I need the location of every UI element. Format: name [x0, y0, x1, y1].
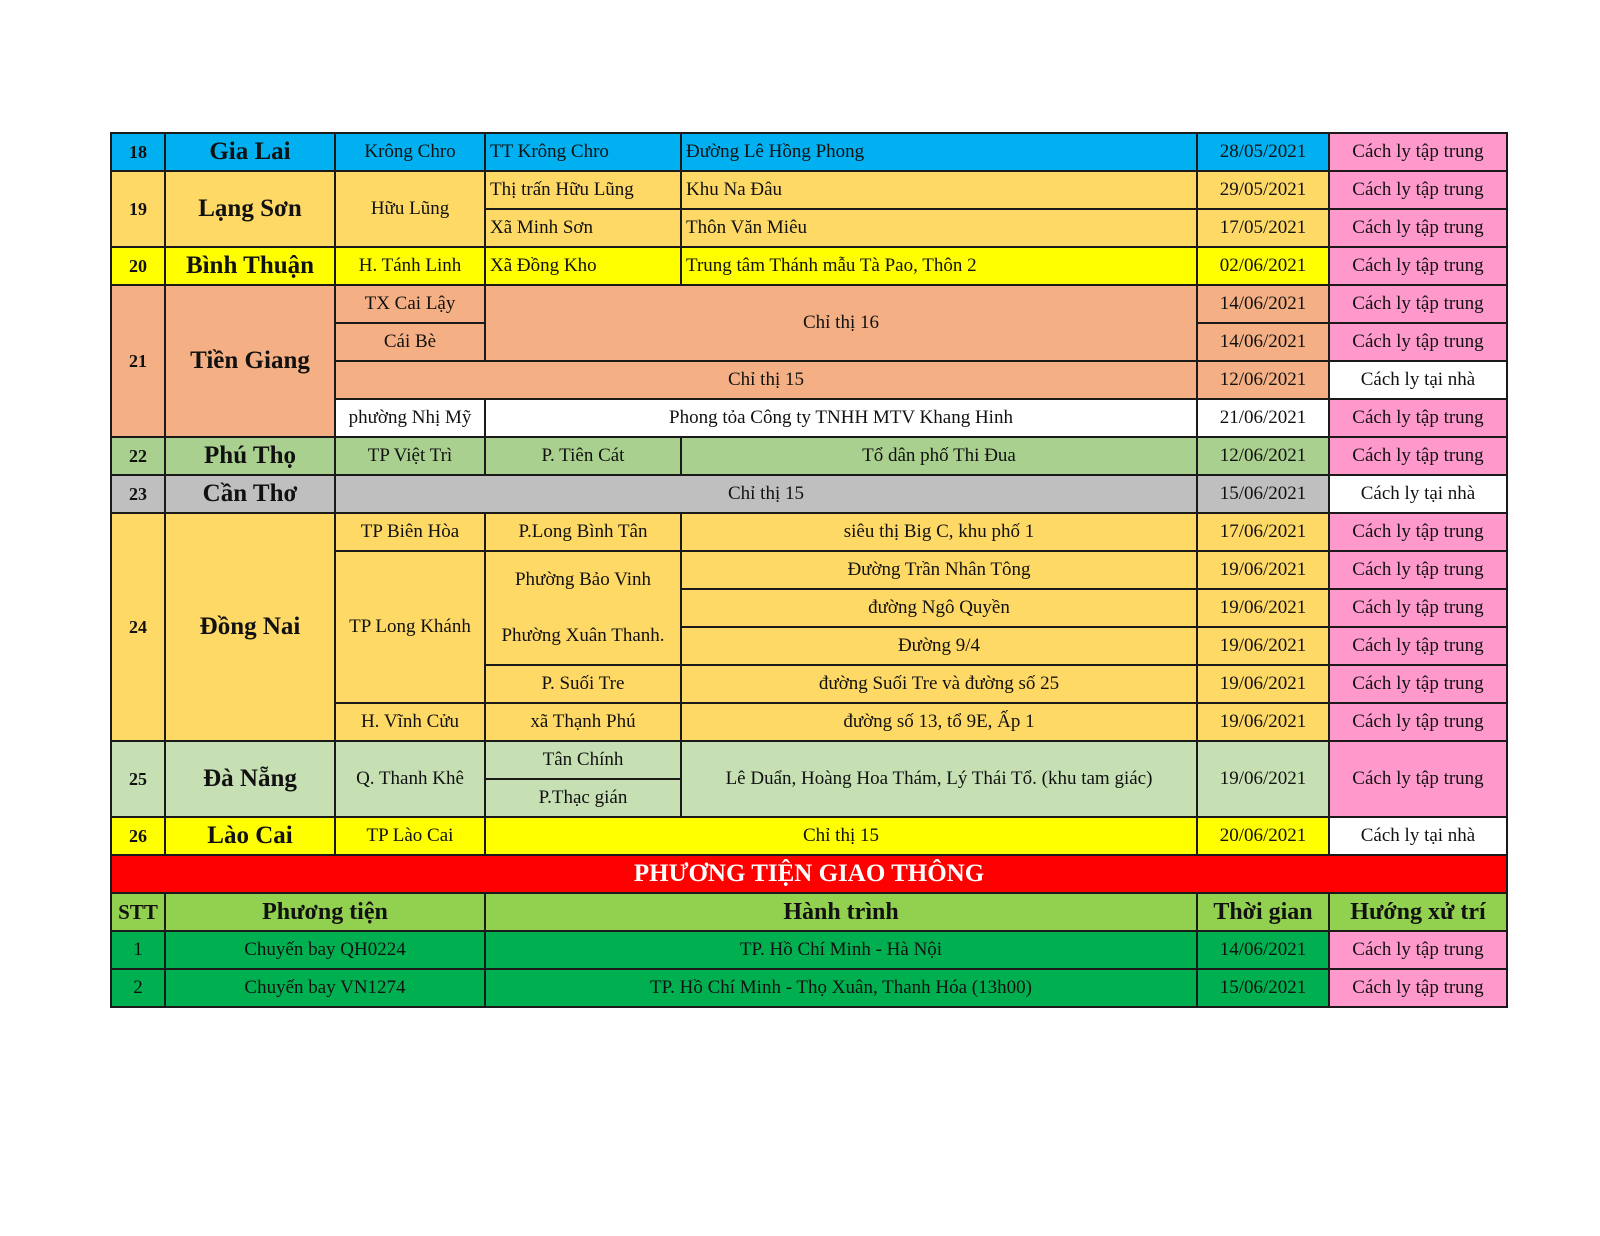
action-cell: Cách ly tập trung [1329, 209, 1507, 247]
action-cell: Cách ly tập trung [1329, 437, 1507, 475]
ward-cell: P.Thạc gián [485, 779, 681, 817]
place-cell: Đường Lê Hồng Phong [681, 133, 1197, 171]
place-cell: Khu Na Đâu [681, 171, 1197, 209]
table-row [111, 931, 1507, 969]
place-cell: Lê Duẩn, Hoàng Hoa Thám, Lý Thái Tổ. (khu tam giác) [681, 741, 1197, 817]
ward-cell: xã Thạnh Phú [485, 703, 681, 741]
locations-table [110, 132, 1508, 1008]
date-cell: 20/06/2021 [1197, 817, 1329, 855]
place-cell: Trung tâm Thánh mẫu Tà Pao, Thôn 2 [681, 247, 1197, 285]
header-action: Hướng xử trí [1329, 893, 1507, 931]
section-banner-row [111, 855, 1507, 893]
row-number: 21 [111, 285, 165, 437]
row-number: 22 [111, 437, 165, 475]
district-cell: Hữu Lũng [335, 171, 485, 247]
date-cell: 19/06/2021 [1197, 551, 1329, 589]
date-cell: 21/06/2021 [1197, 399, 1329, 437]
table-row [111, 817, 1507, 855]
ward-cell: Thị trấn Hữu Lũng [485, 171, 681, 209]
ward-cell: Xã Đồng Kho [485, 247, 681, 285]
action-cell: Cách ly tại nhà [1329, 361, 1507, 399]
ward-cell: P. Tiên Cát [485, 437, 681, 475]
row-number: 25 [111, 741, 165, 817]
district-cell: TP Việt Trì [335, 437, 485, 475]
place-cell: Đường Trần Nhân Tông [681, 551, 1197, 589]
action-cell: Cách ly tập trung [1329, 133, 1507, 171]
district-cell: TP Biên Hòa [335, 513, 485, 551]
ward-cell: Xã Minh Sơn [485, 209, 681, 247]
header-vehicle: Phương tiện [165, 893, 485, 931]
date-cell: 02/06/2021 [1197, 247, 1329, 285]
place-cell: Chỉ thị 15 [335, 475, 1197, 513]
district-cell: H. Tánh Linh [335, 247, 485, 285]
action-cell: Cách ly tập trung [1329, 665, 1507, 703]
date-cell: 12/06/2021 [1197, 361, 1329, 399]
province-cell: Lạng Sơn [165, 171, 335, 247]
transport-section-title: PHƯƠNG TIỆN GIAO THÔNG [111, 855, 1507, 893]
vehicle-cell: Chuyến bay VN1274 [165, 969, 485, 1007]
action-cell: Cách ly tập trung [1329, 627, 1507, 665]
header-stt: STT [111, 893, 165, 931]
ward-cell [485, 551, 681, 665]
date-cell: 14/06/2021 [1197, 931, 1329, 969]
ward-bao-vinh: Phường Bảo Vinh [514, 569, 652, 590]
header-route: Hành trình [485, 893, 1197, 931]
district-cell: Krông Chro [335, 133, 485, 171]
ward-cell: P.Long Bình Tân [485, 513, 681, 551]
row-number: 18 [111, 133, 165, 171]
district-cell: Q. Thanh Khê [335, 741, 485, 817]
table-row [111, 285, 1507, 323]
province-cell: Lào Cai [165, 817, 335, 855]
district-cell: phường Nhị Mỹ [335, 399, 485, 437]
date-cell: 19/06/2021 [1197, 665, 1329, 703]
date-cell: 14/06/2021 [1197, 285, 1329, 323]
action-cell: Cách ly tập trung [1329, 513, 1507, 551]
table-row [111, 133, 1507, 171]
date-cell: 29/05/2021 [1197, 171, 1329, 209]
table-row [111, 437, 1507, 475]
district-cell: TX Cai Lậy [335, 285, 485, 323]
action-cell: Cách ly tại nhà [1329, 817, 1507, 855]
ward-cell: Tân Chính [485, 741, 681, 779]
transport-header-row [111, 893, 1507, 931]
row-number: 24 [111, 513, 165, 741]
date-cell: 17/05/2021 [1197, 209, 1329, 247]
date-cell: 28/05/2021 [1197, 133, 1329, 171]
row-number: 2 [111, 969, 165, 1007]
place-cell: Thôn Văn Miêu [681, 209, 1197, 247]
date-cell: 19/06/2021 [1197, 741, 1329, 817]
action-cell: Cách ly tập trung [1329, 247, 1507, 285]
ward-cell: P. Suối Tre [485, 665, 681, 703]
route-cell: TP. Hồ Chí Minh - Thọ Xuân, Thanh Hóa (13h00) [485, 969, 1197, 1007]
route-cell: TP. Hồ Chí Minh - Hà Nội [485, 931, 1197, 969]
action-cell: Cách ly tập trung [1329, 969, 1507, 1007]
province-cell: Tiền Giang [165, 285, 335, 437]
ward-cell: TT Krông Chro [485, 133, 681, 171]
table-row [111, 969, 1507, 1007]
row-number: 20 [111, 247, 165, 285]
action-cell: Cách ly tập trung [1329, 931, 1507, 969]
ward-xuan-thanh: Phường Xuân Thanh. [501, 625, 665, 646]
header-time: Thời gian [1197, 893, 1329, 931]
date-cell: 19/06/2021 [1197, 703, 1329, 741]
province-cell: Gia Lai [165, 133, 335, 171]
row-number: 26 [111, 817, 165, 855]
province-cell: Phú Thọ [165, 437, 335, 475]
province-cell: Đà Nẵng [165, 741, 335, 817]
table-row [111, 247, 1507, 285]
date-cell: 19/06/2021 [1197, 589, 1329, 627]
district-cell: TP Long Khánh [335, 551, 485, 703]
vehicle-cell: Chuyến bay QH0224 [165, 931, 485, 969]
province-cell: Bình Thuận [165, 247, 335, 285]
place-cell: siêu thị Big C, khu phố 1 [681, 513, 1197, 551]
place-cell: Đường 9/4 [681, 627, 1197, 665]
place-cell: Phong tỏa Công ty TNHH MTV Khang Hinh [485, 399, 1197, 437]
action-cell: Cách ly tập trung [1329, 741, 1507, 817]
action-cell: Cách ly tập trung [1329, 551, 1507, 589]
place-cell: Chỉ thị 15 [335, 361, 1197, 399]
date-cell: 19/06/2021 [1197, 627, 1329, 665]
province-cell: Cần Thơ [165, 475, 335, 513]
table-row [111, 475, 1507, 513]
place-cell: Chỉ thị 15 [485, 817, 1197, 855]
place-cell: đường Suối Tre và đường số 25 [681, 665, 1197, 703]
place-cell: Tổ dân phố Thi Đua [681, 437, 1197, 475]
row-number: 23 [111, 475, 165, 513]
action-cell: Cách ly tập trung [1329, 589, 1507, 627]
action-cell: Cách ly tập trung [1329, 703, 1507, 741]
row-number: 19 [111, 171, 165, 247]
action-cell: Cách ly tập trung [1329, 323, 1507, 361]
date-cell: 15/06/2021 [1197, 969, 1329, 1007]
date-cell: 14/06/2021 [1197, 323, 1329, 361]
action-cell: Cách ly tập trung [1329, 171, 1507, 209]
table-row [111, 513, 1507, 551]
place-cell: đường số 13, tổ 9E, Ấp 1 [681, 703, 1197, 741]
place-cell: Chỉ thị 16 [485, 285, 1197, 361]
district-cell: H. Vĩnh Cửu [335, 703, 485, 741]
date-cell: 17/06/2021 [1197, 513, 1329, 551]
action-cell: Cách ly tập trung [1329, 285, 1507, 323]
date-cell: 12/06/2021 [1197, 437, 1329, 475]
action-cell: Cách ly tập trung [1329, 399, 1507, 437]
row-number: 1 [111, 931, 165, 969]
district-cell: Cái Bè [335, 323, 485, 361]
table-row [111, 171, 1507, 209]
action-cell: Cách ly tại nhà [1329, 475, 1507, 513]
table-row [111, 741, 1507, 779]
province-cell: Đồng Nai [165, 513, 335, 741]
date-cell: 15/06/2021 [1197, 475, 1329, 513]
place-cell: đường Ngô Quyền [681, 589, 1197, 627]
district-cell: TP Lào Cai [335, 817, 485, 855]
